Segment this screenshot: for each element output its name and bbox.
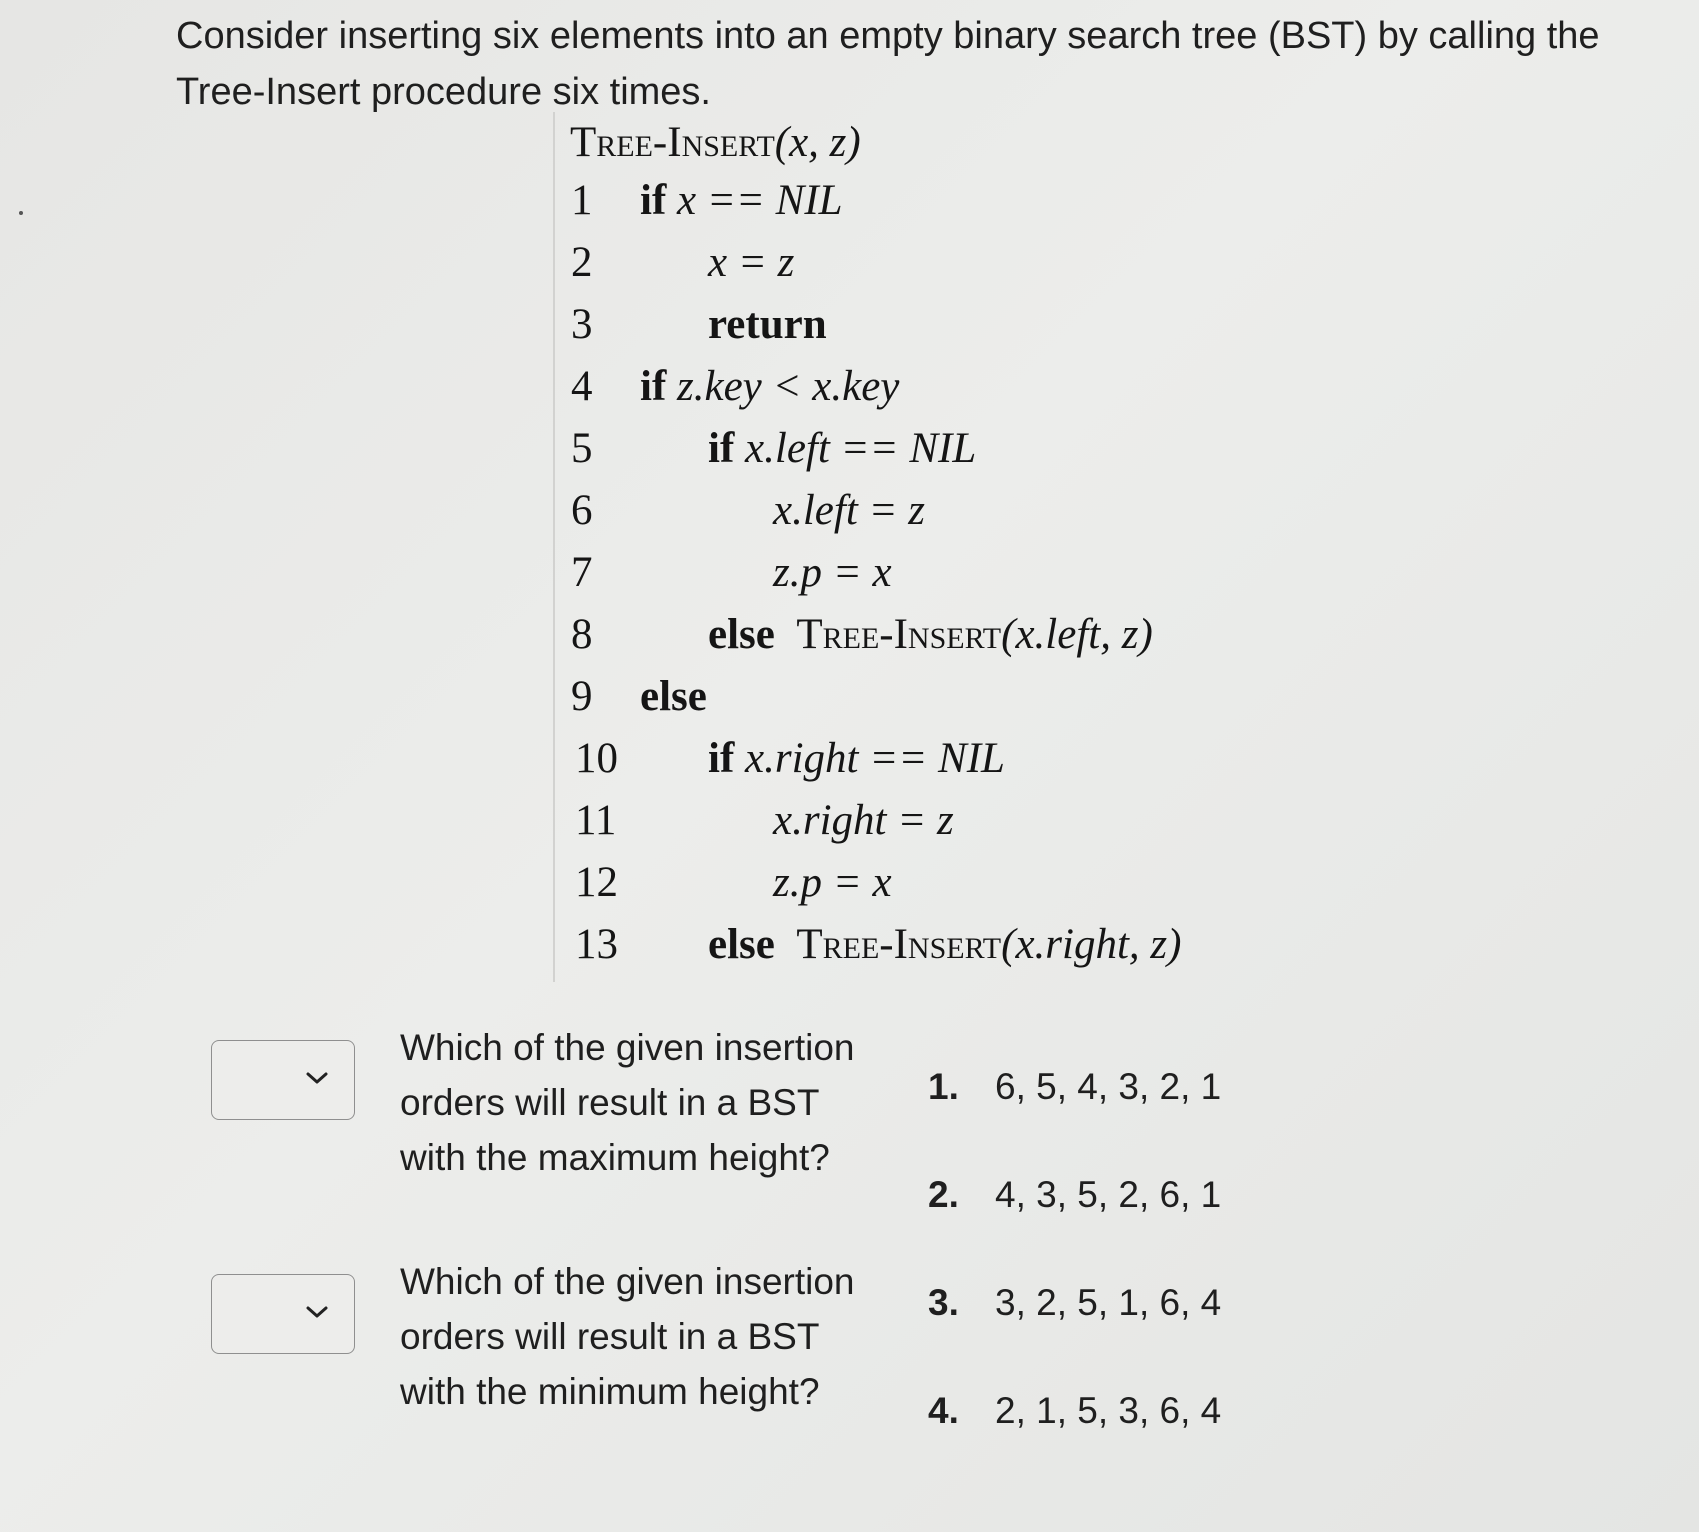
line-statement: else Tree-Insert(x.left, z) xyxy=(708,611,1153,658)
option-item: 3. 3, 2, 5, 1, 6, 4 xyxy=(928,1282,1222,1323)
option-item: 2. 4, 3, 5, 2, 6, 1 xyxy=(928,1174,1222,1215)
code-line xyxy=(555,672,1255,732)
tree-insert-pseudocode xyxy=(553,112,1255,982)
code-line xyxy=(555,300,1255,360)
max-height-answer-select[interactable] xyxy=(211,1040,355,1120)
code-line xyxy=(555,858,1255,918)
code-line xyxy=(555,176,1255,236)
line-statement: x.left = z xyxy=(773,487,926,534)
line-statement: if x.right == NIL xyxy=(708,735,1005,782)
max-height-question: Which of the given insertion orders will result in a BST with the maximum height? xyxy=(400,1027,855,1178)
line-statement: z.p = x xyxy=(773,859,892,906)
min-height-answer-select[interactable] xyxy=(211,1274,355,1354)
line-number: 7 xyxy=(571,549,593,596)
line-statement: if x == NIL xyxy=(640,177,843,224)
line-number: 13 xyxy=(575,921,618,968)
code-line xyxy=(555,424,1255,484)
line-number: 5 xyxy=(571,425,593,472)
code-line xyxy=(555,610,1255,670)
code-line xyxy=(555,734,1255,794)
option-item: 1. 6, 5, 4, 3, 2, 1 xyxy=(928,1066,1222,1107)
procedure-name: Tree-Insert xyxy=(570,119,775,166)
line-statement: x = z xyxy=(708,239,795,286)
procedure-args: (x, z) xyxy=(774,119,861,166)
chevron-down-icon xyxy=(304,1302,330,1322)
code-line xyxy=(555,362,1255,422)
line-number: 1 xyxy=(571,177,593,224)
line-statement: x.right = z xyxy=(773,797,954,844)
line-number: 12 xyxy=(575,859,618,906)
code-line xyxy=(555,920,1255,980)
chevron-down-icon xyxy=(304,1068,330,1088)
option-item: 4. 2, 1, 5, 3, 6, 4 xyxy=(928,1390,1222,1431)
line-statement: if z.key < x.key xyxy=(640,363,900,410)
line-number: 11 xyxy=(575,797,617,844)
line-number: 8 xyxy=(571,611,593,658)
min-height-question: Which of the given insertion orders will result in a BST with the minimum height? xyxy=(400,1261,855,1412)
line-statement: return xyxy=(708,301,827,348)
procedure-title xyxy=(570,118,861,167)
code-line xyxy=(555,486,1255,546)
line-number: 4 xyxy=(571,363,593,410)
line-statement: if x.left == NIL xyxy=(708,425,977,472)
stray-dot xyxy=(19,211,23,215)
line-number: 10 xyxy=(575,735,618,782)
line-number: 6 xyxy=(571,487,593,534)
line-statement: else xyxy=(640,673,707,720)
line-number: 2 xyxy=(571,239,593,286)
code-line xyxy=(555,548,1255,608)
code-line xyxy=(555,238,1255,298)
line-number: 9 xyxy=(571,673,593,720)
line-number: 3 xyxy=(571,301,593,348)
line-statement: else Tree-Insert(x.right, z) xyxy=(708,921,1182,968)
line-statement: z.p = x xyxy=(773,549,892,596)
question-intro: Consider inserting six elements into an empty binary search tree (BST) by calling the Tree-Insert procedure six times. xyxy=(176,15,1600,113)
code-line xyxy=(555,796,1255,856)
